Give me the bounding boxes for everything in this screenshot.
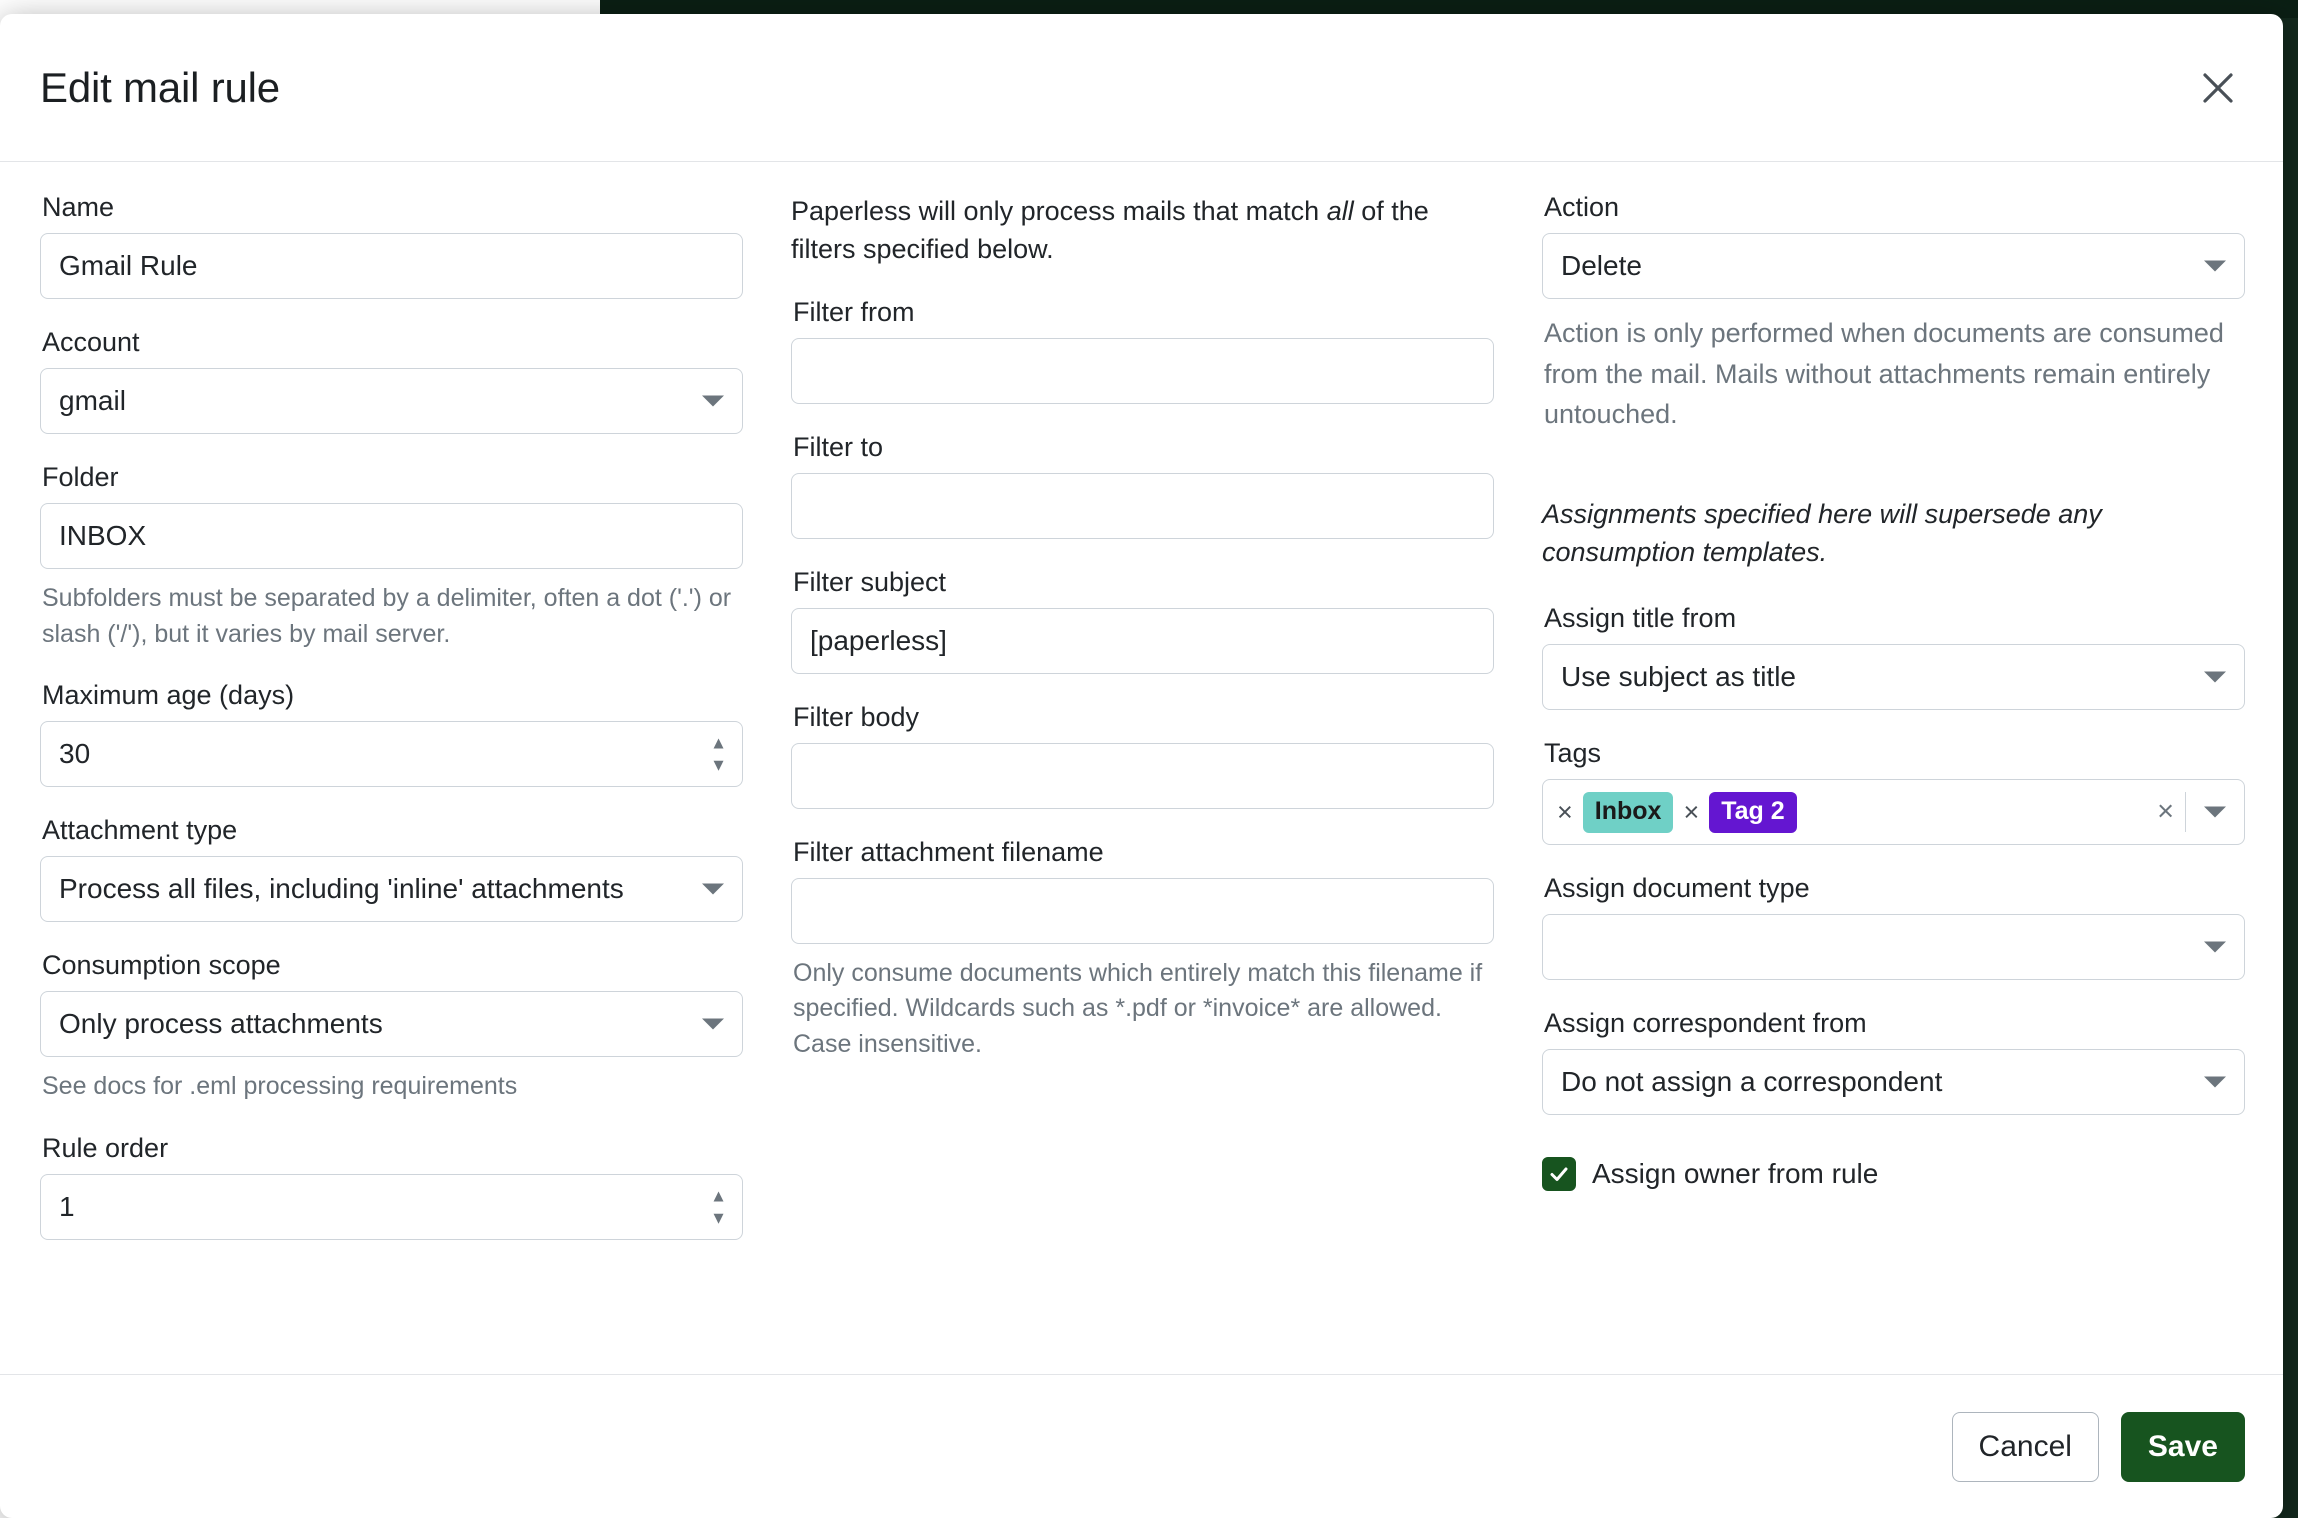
assign-owner-checkbox[interactable] bbox=[1542, 1157, 1576, 1191]
filter-from-label: Filter from bbox=[793, 296, 915, 327]
maximum-age-label: Maximum age (days) bbox=[42, 680, 295, 710]
filters-intro-emphasis: all bbox=[1326, 196, 1354, 226]
column-general bbox=[40, 192, 743, 1374]
assign-document-type-select[interactable] bbox=[1542, 914, 2245, 980]
close-icon[interactable] bbox=[2191, 61, 2245, 115]
edit-mail-rule-dialog bbox=[0, 14, 2283, 1518]
maximum-age-stepper[interactable] bbox=[40, 721, 743, 787]
stepper-icon[interactable]: ▲ ▼ bbox=[710, 1186, 727, 1227]
assign-document-type-label: Assign document type bbox=[1544, 873, 1810, 904]
name-input[interactable] bbox=[40, 233, 743, 299]
action-help-text: Action is only performed when documents are consumed from the mail. Mails without attachments remain entirely untouched. bbox=[1544, 318, 2224, 429]
consumption-scope-select[interactable] bbox=[40, 991, 743, 1057]
divider bbox=[2185, 792, 2186, 832]
filter-to-input[interactable] bbox=[791, 473, 1494, 539]
assign-correspondent-from-label: Assign correspondent from bbox=[1544, 1008, 1867, 1039]
cancel-button[interactable]: Cancel bbox=[1952, 1412, 2099, 1482]
assign-title-from-label: Assign title from bbox=[1544, 603, 1737, 634]
dialog-body bbox=[0, 162, 2283, 1374]
folder-help-text: Subfolders must be separated by a delimiter, often a dot ('.') or slash ('/'), but it varies by mail server. bbox=[42, 584, 732, 648]
stepper-icon[interactable]: ▲ ▼ bbox=[710, 733, 727, 775]
tags-select[interactable] bbox=[1542, 779, 2245, 845]
attachment-type-select[interactable] bbox=[40, 856, 743, 922]
filters-intro-a: Paperless will only process mails that match bbox=[791, 196, 1327, 226]
chevron-down-icon bbox=[702, 396, 724, 407]
filter-subject-input[interactable] bbox=[791, 608, 1494, 674]
folder-label: Folder bbox=[42, 462, 119, 492]
chevron-down-icon[interactable] bbox=[2204, 807, 2226, 818]
attachment-type-value: Process all files, including 'inline' attachments bbox=[59, 873, 624, 904]
maximum-age-input[interactable] bbox=[40, 721, 743, 787]
dialog-footer bbox=[0, 1374, 2283, 1518]
tag-item[interactable] bbox=[1683, 792, 1796, 833]
assign-correspondent-from-value: Do not assign a correspondent bbox=[1561, 1066, 1943, 1098]
consumption-scope-help-text: See docs for .eml processing requirements bbox=[42, 1072, 518, 1100]
rule-order-label: Rule order bbox=[42, 1132, 169, 1163]
assign-owner-label: Assign owner from rule bbox=[1592, 1158, 1879, 1190]
filter-from-input[interactable] bbox=[791, 338, 1494, 404]
column-filters bbox=[791, 192, 1494, 1374]
filter-body-input[interactable] bbox=[791, 743, 1494, 809]
rule-order-input[interactable] bbox=[40, 1174, 743, 1240]
filter-attachment-filename-label: Filter attachment filename bbox=[793, 836, 1104, 867]
dialog-header bbox=[0, 14, 2283, 162]
name-label: Name bbox=[42, 192, 115, 222]
action-select[interactable] bbox=[1542, 233, 2245, 299]
folder-input[interactable] bbox=[40, 503, 743, 569]
account-select-value: gmail bbox=[59, 385, 126, 416]
filter-attachment-filename-input[interactable] bbox=[791, 878, 1494, 944]
assignments-note: Assignments specified here will supersede any consumption templates. bbox=[1542, 498, 2102, 567]
filters-intro-text bbox=[791, 192, 1494, 269]
rule-order-stepper[interactable] bbox=[40, 1174, 743, 1240]
chevron-down-icon bbox=[2204, 261, 2226, 272]
attachment-type-label: Attachment type bbox=[42, 815, 238, 845]
tag-chip: Tag 2 bbox=[1709, 792, 1796, 833]
clear-tags-icon[interactable]: × bbox=[2157, 795, 2174, 828]
chevron-down-icon bbox=[2204, 672, 2226, 683]
consumption-scope-value: Only process attachments bbox=[59, 1008, 383, 1039]
filters-intro-b: of the filters specified below. bbox=[791, 196, 1429, 265]
tag-chip: Inbox bbox=[1583, 792, 1674, 833]
remove-tag-icon[interactable]: × bbox=[1557, 796, 1573, 827]
assign-title-from-value: Use subject as title bbox=[1561, 661, 1796, 693]
page-title: Edit mail rule bbox=[40, 63, 280, 111]
chevron-down-icon bbox=[702, 884, 724, 895]
consumption-scope-label: Consumption scope bbox=[42, 950, 281, 980]
filter-attachment-help-text: Only consume documents which entirely match this filename if specified. Wildcards such as *.pdf or *invoice* are allowed. Case insensitive. bbox=[793, 958, 1483, 1058]
action-label: Action bbox=[1544, 192, 1620, 222]
account-select[interactable] bbox=[40, 368, 743, 434]
filter-subject-label: Filter subject bbox=[793, 566, 947, 597]
tag-item[interactable] bbox=[1557, 792, 1673, 833]
column-actions bbox=[1542, 192, 2245, 1374]
remove-tag-icon[interactable]: × bbox=[1683, 796, 1700, 827]
account-label: Account bbox=[42, 327, 140, 357]
assign-title-from-select[interactable] bbox=[1542, 644, 2245, 710]
assign-owner-from-rule-row[interactable] bbox=[1542, 1157, 2245, 1191]
tags-label: Tags bbox=[1544, 738, 1602, 769]
chevron-down-icon bbox=[702, 1019, 724, 1030]
action-select-value: Delete bbox=[1561, 250, 1642, 281]
save-button[interactable]: Save bbox=[2121, 1412, 2245, 1482]
chevron-down-icon bbox=[2204, 1077, 2226, 1088]
filter-to-label: Filter to bbox=[793, 431, 884, 462]
chevron-down-icon bbox=[2204, 942, 2226, 953]
assign-correspondent-from-select[interactable] bbox=[1542, 1049, 2245, 1115]
filter-body-label: Filter body bbox=[793, 701, 920, 732]
